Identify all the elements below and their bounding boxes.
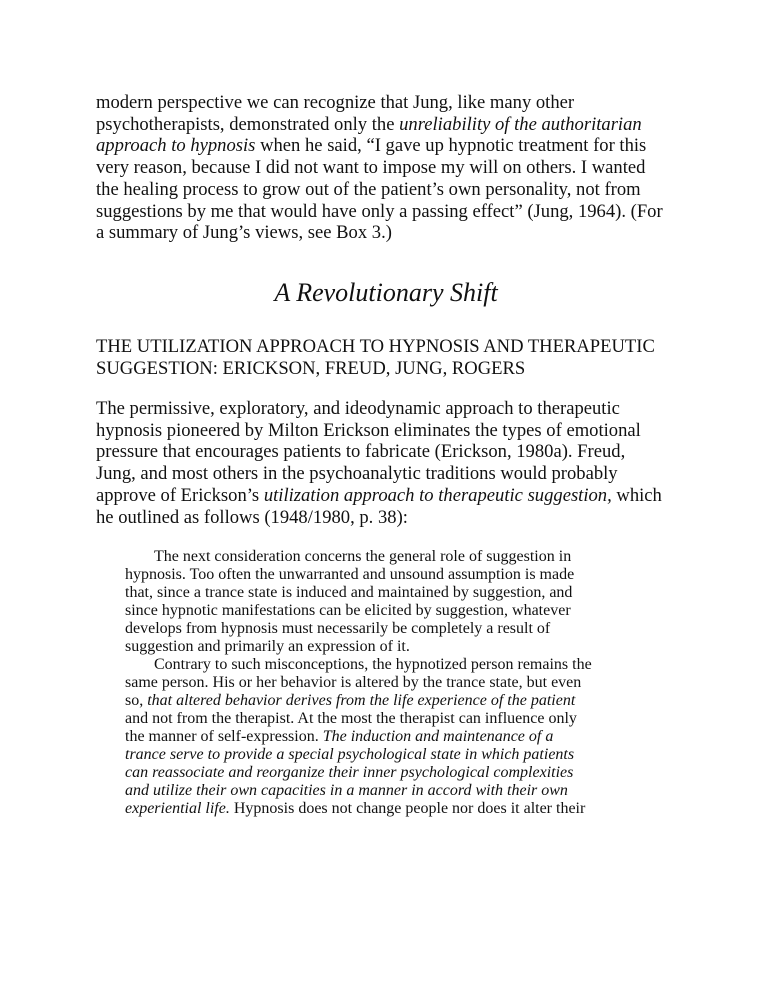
section-title: A Revolutionary Shift <box>274 278 498 307</box>
text-line: hypnosis. Too often the unwarranted and unsound assumption is made <box>125 566 575 583</box>
body-paragraph-1 <box>96 92 696 244</box>
text-line: approve of Erickson’s utilization approach to therapeutic suggestion, which <box>96 484 662 506</box>
text-line: modern perspective we can recognize that Jung, like many other <box>96 92 575 113</box>
quote-paragraph-1 <box>125 548 685 656</box>
text-line <box>125 746 685 764</box>
section-subheading <box>96 336 696 379</box>
text-line: a summary of Jung’s views, see Box 3.) <box>96 222 392 244</box>
text-line: pressure that encourages patients to fabricate (Erickson, 1980a). Freud, <box>96 441 626 463</box>
text-line: psychotherapists, demonstrated only the unreliability of the authoritarian <box>96 113 642 135</box>
text-line: Contrary to such misconceptions, the hypnotized person remains the <box>154 656 592 673</box>
text-line: and not from the therapist. At the most the therapist can influence only <box>125 710 577 727</box>
italic-emphasis: utilization approach to therapeutic suggestion, <box>263 484 612 506</box>
text-line: so, that altered behavior derives from the life experience of the patient <box>125 692 576 709</box>
text-line: suggestion and primarily an expression of it. <box>125 638 410 655</box>
text-line: suggestions by me that would have only a passing effect” (Jung, 1964). (For <box>96 200 663 222</box>
text-line: very reason, because I did not want to impose my will on others. I wanted <box>96 157 646 179</box>
text-line <box>125 782 685 800</box>
block-quote <box>125 548 685 818</box>
italic-emphasis: can reassociate and reorganize their inner psychological complexities <box>125 764 574 781</box>
italic-emphasis: unreliability of the authoritarian <box>399 113 642 135</box>
text-line: the healing process to grow out of the patient’s own personality, not from <box>96 178 641 200</box>
text-line: he outlined as follows (1948/1980, p. 38): <box>96 506 408 528</box>
text-line <box>125 764 685 782</box>
italic-emphasis: experiential life. <box>125 800 230 817</box>
text-line: develops from hypnosis must necessarily be completely a result of <box>125 620 551 637</box>
italic-emphasis: The induction and maintenance of a <box>322 728 554 745</box>
quote-paragraph-2 <box>125 656 685 818</box>
italic-emphasis: trance serve to provide a special psychological state in which patients <box>125 746 575 763</box>
text-line: The permissive, exploratory, and ideodynamic approach to therapeutic <box>96 398 620 419</box>
text-line: hypnosis pioneered by Milton Erickson eliminates the types of emotional <box>96 419 641 441</box>
text-line: same person. His or her behavior is altered by the trance state, but even <box>125 674 582 691</box>
text-line: that, since a trance state is induced and maintained by suggestion, and <box>125 584 573 601</box>
subheading-line-1: THE UTILIZATION APPROACH TO HYPNOSIS AND THERAPEUTIC <box>96 336 655 357</box>
italic-emphasis: that altered behavior derives from the life experience of the patient <box>147 692 576 709</box>
italic-emphasis: and utilize their own capacities in a manner in accord with their own <box>125 782 568 799</box>
text-line: experiential life. Hypnosis does not change people nor does it alter their <box>125 800 586 817</box>
text-line: The next consideration concerns the general role of suggestion in <box>154 548 572 565</box>
text-line: approach to hypnosis when he said, “I gave up hypnotic treatment for this <box>96 135 647 157</box>
subheading-line-2: SUGGESTION: ERICKSON, FREUD, JUNG, ROGERS <box>96 357 526 379</box>
text-line: since hypnotic manifestations can be elicited by suggestion, whatever <box>125 602 571 619</box>
body-paragraph-2 <box>96 398 696 528</box>
italic-emphasis: approach to hypnosis <box>96 135 256 157</box>
text-line: Jung, and most others in the psychoanalytic traditions would probably <box>96 463 618 485</box>
text-line: the manner of self-expression. The induction and maintenance of a <box>125 728 554 745</box>
